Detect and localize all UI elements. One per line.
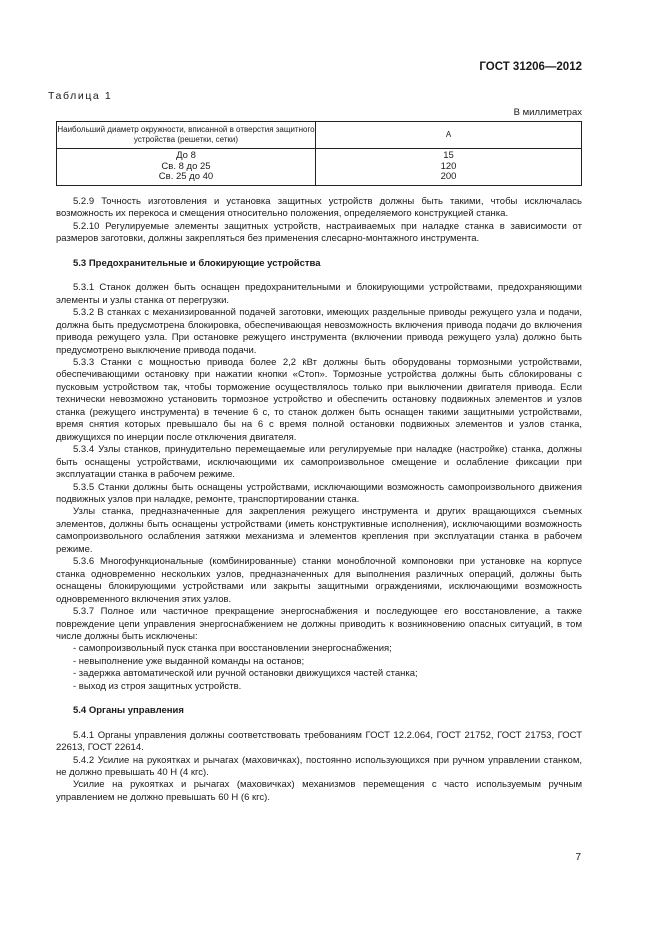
list-item: - невыполнение уже выданной команды на останов;	[73, 655, 305, 667]
paragraph: 5.3.6 Многофункциональные (комбинированные) станки моноблочной компоновки при установке на корпусе станка одновременно нескольких узлов, предназначенных для выполнения различных операций, должны быть оснащены блокирующими устройствами или закрыты защитными ограждениями, исключающими возможность одновременного включения этих узлов.	[56, 556, 582, 605]
page-number: 7	[575, 852, 581, 863]
paragraph: 5.2.10 Регулируемые элементы защитных устройств, настраиваемых при наладке станка в зависимости от размеров заготовки, должны закрепляться без применения слесарно-монтажного инструмента.	[56, 220, 582, 245]
paragraph: 5.3.4 Узлы станков, принудительно перемещаемые или регулируемые при наладке (настройке) станка, должны быть оснащены устройствами, исключающими их самопроизвольное смещение и ослабление фиксации при эксплуатации станка в рабочем режиме.	[56, 444, 582, 481]
list-item: - самопроизвольный пуск станка при восстановлении энергоснабжения;	[73, 643, 392, 655]
paragraph: 5.3.7 Полное или частичное прекращение энергоснабжения и последующее его восстановление, а также повреждение цепи управления энергоснабжением не должны приводить к возникновению опасных ситуаций, в том числе должны быть исключены:	[56, 606, 582, 642]
diameter-value: Св. 8 до 25	[161, 160, 211, 172]
list-item: - выход из строя защитных устройств.	[73, 680, 242, 692]
table-header-a: A	[316, 122, 582, 149]
table-cell-diameter	[57, 149, 316, 186]
section-heading: 5.3 Предохранительные и блокирующие устройства	[73, 257, 321, 269]
section-heading: 5.4 Органы управления	[73, 705, 184, 717]
paragraph: 5.2.9 Точность изготовления и установка защитных устройств должны быть такими, чтобы исключалась возможность их перекоса и смещения относительно положения, определяемого конструкцией станка.	[56, 196, 582, 220]
table-header-row	[57, 122, 582, 149]
document-code: ГОСТ 31206—2012	[479, 61, 582, 73]
diameter-value: Св. 25 до 40	[158, 171, 214, 182]
paragraph: 5.3.5 Станки должны быть оснащены устройствами, исключающими возможность самопроизвольного движения подвижных узлов при наладке, ремонте, транспортировании станка.	[56, 481, 582, 505]
paragraph: 5.3.3 Станки с мощностью привода более 2,2 кВт должны быть оборудованы тормозными устройствами, обеспечивающими остановку при нажатии кнопки «Стоп». Тормозные устройства должны быть сблокированы с пусковым устройством так, чтобы торможение осуществлялось только при выключении двигателя привода. Если технически невозможно установить тормозное устройство и обеспечить остановку подвижных элементов и узлов станка (режущего инструмента) в течение 6 с, то станок должен быть оснащен такими защитными устройствами, время снятия которых превышало бы на 6 с время полной остановки подвижных элементов и узлов станка, движущихся по инерции после отключения двигателя.	[56, 356, 582, 443]
paragraph: 5.4.1 Органы управления должны соответствовать требованиям ГОСТ 12.2.064, ГОСТ 21752, ГОСТ 21753, ГОСТ 22613, ГОСТ 22614.	[56, 729, 582, 754]
units-note: В миллиметрах	[513, 107, 582, 118]
table-caption: Таблица 1	[48, 90, 113, 102]
list-item: - задержка автоматической или ручной остановки движущихся частей станка;	[73, 668, 418, 680]
diameter-value: До 8	[176, 150, 196, 161]
document-body	[56, 196, 582, 804]
a-value: 200	[440, 171, 457, 182]
paragraph: 5.3.2 В станках с механизированной подачей заготовки, имеющих раздельные приводы режущего узла и подачи, должна быть предусмотрена блокировка, обеспечивающая невозможность включения привода подачи до включения привода режущего узла. При остановке режущего инструмента (включении привода режущего узла) должно быть предусмотрено выключение привода подачи.	[56, 307, 582, 356]
table-header-diameter: Наибольший диаметр окружности, вписанной в отверстия защитного устройства (решетки, сетки)	[57, 122, 316, 149]
a-value: 120	[440, 160, 457, 172]
paragraph: Усилие на рукоятках и рычагах (маховичках) механизмов перемещения с часто используемым ручным управлением не должно превышать 60 Н (6 кгс).	[56, 779, 582, 803]
paragraph: Узлы станка, предназначенные для закрепления режущего инструмента и других вращающихся съемных элементов, должны быть оснащены устройствами (иметь конструктивные исполнения), исключающими возможность самопроизвольного ослабления затяжки механизма и элементов крепления при эксплуатации станка в рабочем режиме.	[56, 506, 582, 555]
paragraph: 5.3.1 Станок должен быть оснащен предохранительными и блокирующими устройствами, предохраняющими элементы и узлы станка от перегрузки.	[56, 282, 582, 306]
a-value: 15	[443, 150, 454, 161]
paragraph: 5.4.2 Усилие на рукоятках и рычагах (маховичках), постоянно использующихся при ручном управлении станком, не должно превышать 40 Н (4 кгс).	[56, 754, 582, 779]
dimensions-table	[56, 121, 582, 186]
table-row	[57, 149, 582, 186]
table-cell-a	[316, 149, 582, 186]
